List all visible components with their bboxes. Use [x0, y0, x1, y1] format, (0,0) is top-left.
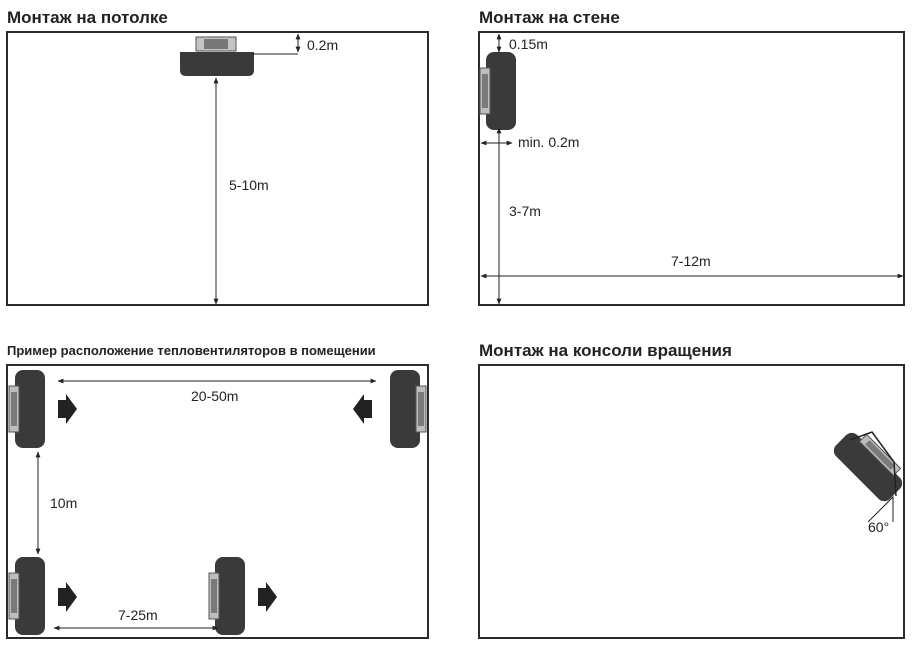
layout-heater-bottom-left: [9, 557, 45, 635]
airflow-arrow-top-right: [353, 394, 372, 424]
layout-heater-bottom-center: [209, 557, 245, 635]
ceiling-gap-label: 0.2m: [307, 37, 339, 53]
wall-side-label: min. 0.2m: [518, 134, 580, 150]
wall-height-label: 3-7m: [509, 203, 541, 219]
swivel-heater-unit: [831, 425, 911, 505]
airflow-arrow-bottom-left: [58, 582, 77, 612]
airflow-arrow-top-left: [58, 394, 77, 424]
wall-gap-label: 0.15m: [509, 36, 548, 52]
airflow-arrow-bottom-center: [258, 582, 277, 612]
layout-vertical-label: 10m: [50, 495, 78, 511]
swivel-mount-title: Монтаж на консоли вращения: [479, 341, 732, 360]
ceiling-mount-title: Монтаж на потолке: [7, 8, 168, 27]
wall-mount-title: Монтаж на стене: [479, 8, 620, 27]
swivel-angle-label: 60°: [868, 519, 890, 535]
layout-heater-top-left: [9, 370, 45, 448]
layout-bottom-label: 7-25m: [118, 607, 158, 623]
room-layout-title: Пример расположение тепловентиляторов в помещении: [7, 343, 376, 358]
layout-heater-top-right: [390, 370, 426, 448]
layout-span-label: 20-50m: [191, 388, 239, 404]
ceiling-height-label: 5-10m: [229, 177, 269, 193]
ceiling-heater-unit: [180, 37, 254, 76]
wall-throw-label: 7-12m: [671, 253, 711, 269]
wall-heater-unit: [480, 52, 516, 130]
